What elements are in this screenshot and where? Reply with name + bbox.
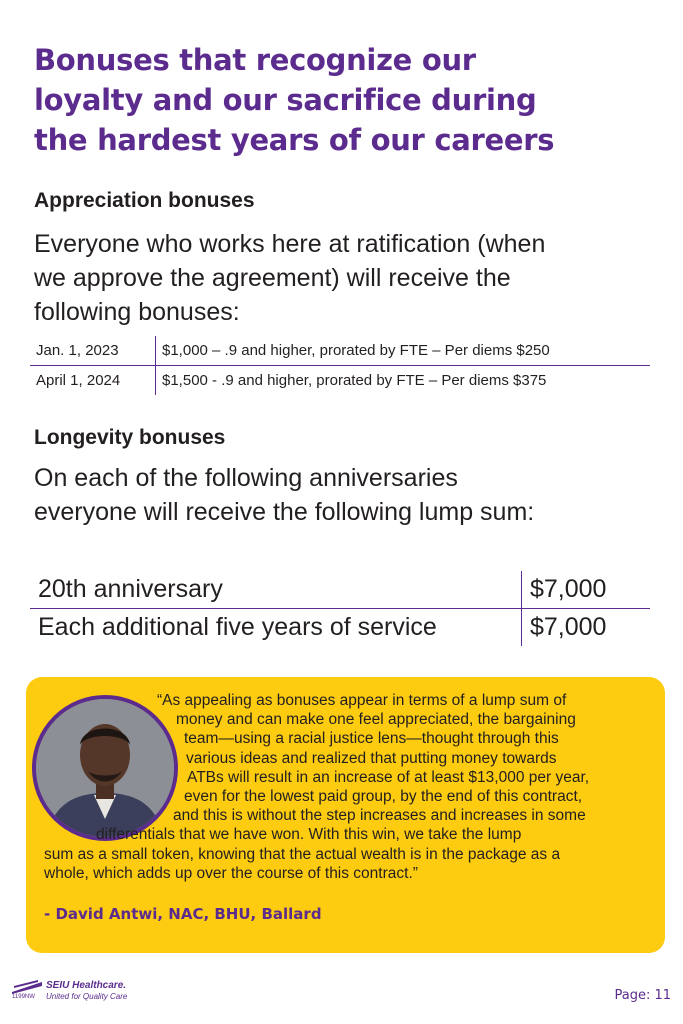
quote-line: sum as a small token, knowing that the actual wealth is in the package as a bbox=[44, 845, 561, 863]
bonus-detail: $1,000 – .9 and higher, prorated by FTE – Per diems $250 bbox=[156, 336, 651, 366]
logo-local: 1199NW bbox=[12, 994, 35, 1000]
page-number: Page: 11 bbox=[614, 988, 671, 1003]
longevity-text bbox=[34, 461, 654, 529]
table-row bbox=[30, 571, 650, 609]
quote-box bbox=[26, 677, 665, 953]
bonus-date: Jan. 1, 2023 bbox=[30, 336, 156, 366]
quote-attribution: - David Antwi, NAC, BHU, Ballard bbox=[44, 905, 322, 923]
quote-line: team—using a racial justice lens—thought through this bbox=[184, 730, 559, 748]
appreciation-text-line: Everyone who works here at ratification (when bbox=[34, 230, 546, 258]
quote-line: and this is without the step increases and increases in some bbox=[173, 807, 586, 825]
longevity-label: 20th anniversary bbox=[30, 571, 522, 609]
quote-line: various ideas and realized that putting money towards bbox=[186, 749, 557, 767]
logo-tagline: United for Quality Care bbox=[46, 992, 128, 1001]
longevity-text-line: On each of the following anniversaries bbox=[34, 464, 458, 492]
appreciation-text-line: we approve the agreement) will receive the bbox=[34, 264, 511, 292]
bonus-detail: $1,500 - .9 and higher, prorated by FTE – Per diems $375 bbox=[162, 372, 547, 389]
appreciation-bonus-table bbox=[30, 336, 650, 395]
longevity-text-line: everyone will receive the following lump sum: bbox=[34, 498, 535, 526]
logo-brand: SEIU Healthcare. bbox=[46, 980, 127, 991]
title-line: the hardest years of our careers bbox=[34, 123, 555, 157]
appreciation-text bbox=[34, 227, 654, 329]
longevity-bonus-table bbox=[30, 571, 650, 646]
quote-line: money and can make one feel appreciated, the bargaining bbox=[176, 711, 576, 729]
seiu-logo-icon bbox=[12, 980, 42, 994]
quote-text bbox=[26, 691, 665, 883]
appreciation-heading: Appreciation bonuses bbox=[34, 189, 255, 212]
longevity-amount: $7,000 bbox=[530, 613, 607, 641]
quote-line: “As appealing as bonuses appear in terms of a lump sum of bbox=[157, 692, 567, 709]
quote-line: differentials that we have won. With this win, we take the lump bbox=[96, 826, 522, 844]
bonus-date: April 1, 2024 bbox=[30, 366, 156, 396]
longevity-label: Each additional five years of service bbox=[30, 609, 522, 647]
longevity-heading: Longevity bonuses bbox=[34, 426, 226, 449]
table-row bbox=[30, 336, 650, 366]
appreciation-text-line: following bonuses: bbox=[34, 298, 240, 326]
table-row bbox=[30, 609, 650, 647]
quote-line: whole, which adds up over the course of this contract.” bbox=[44, 864, 418, 882]
title-line: loyalty and our sacrifice during bbox=[34, 83, 537, 117]
seiu-logo bbox=[12, 980, 142, 1004]
table-row bbox=[30, 366, 650, 396]
title-line: Bonuses that recognize our bbox=[34, 43, 476, 77]
page-title bbox=[34, 40, 654, 160]
quote-line: ATBs will result in an increase of at least $13,000 per year, bbox=[187, 768, 590, 786]
longevity-amount: $7,000 bbox=[522, 571, 651, 609]
quote-line: even for the lowest paid group, by the end of this contract, bbox=[184, 788, 583, 806]
